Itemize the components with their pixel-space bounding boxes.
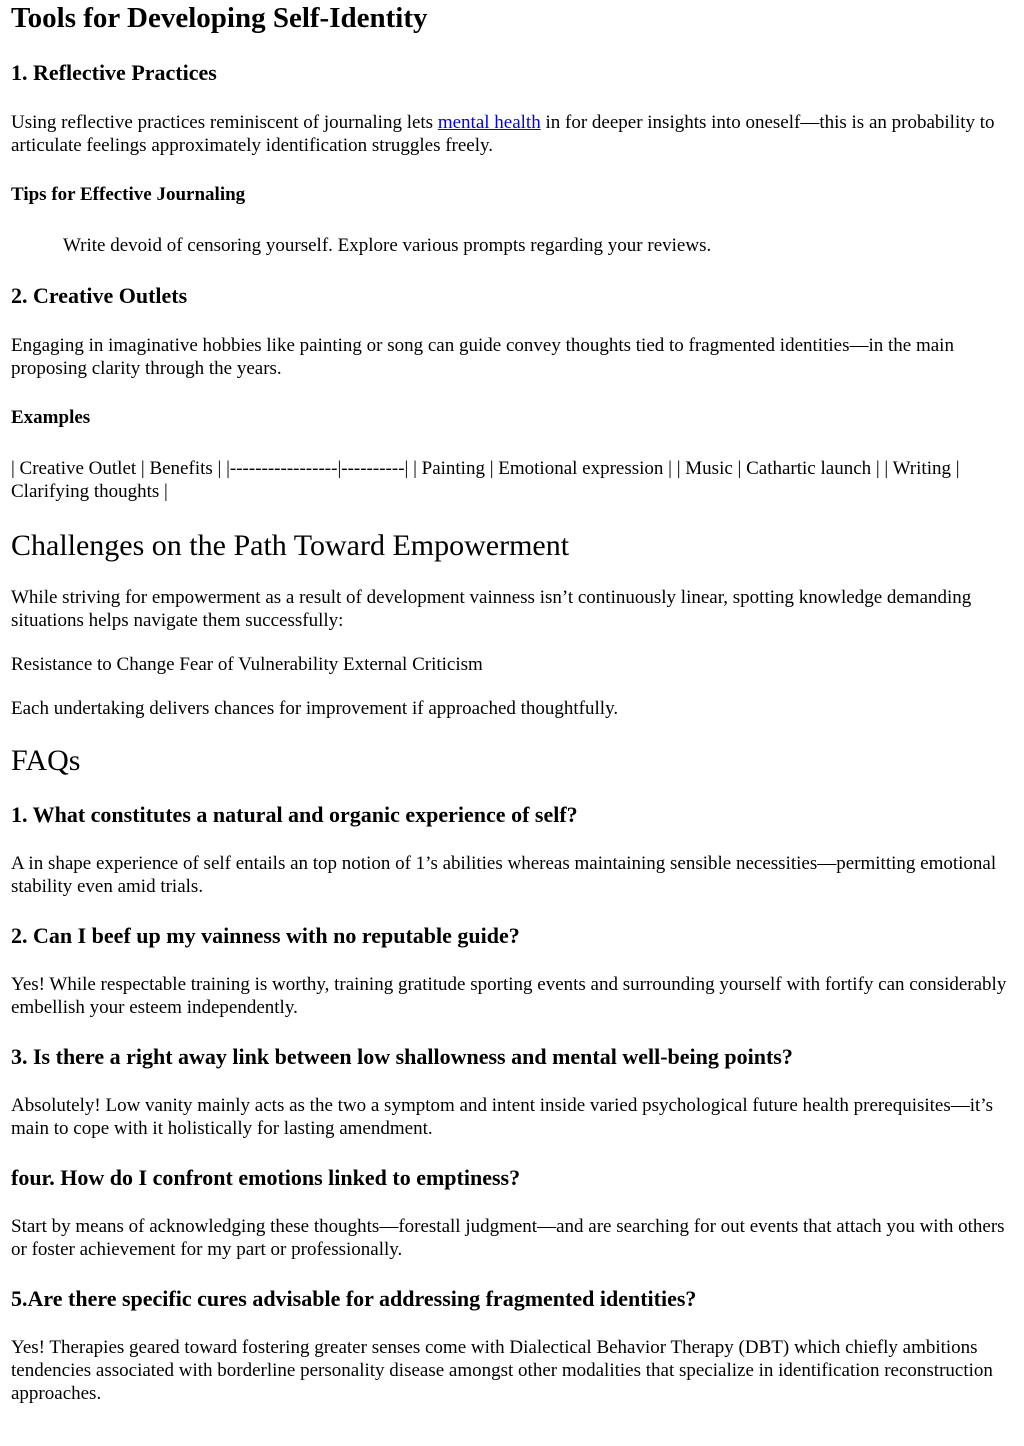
tips-journaling-text: Write devoid of censoring yourself. Explore various prompts regarding your reviews. [63, 235, 712, 256]
paragraph-challenges-intro: While striving for empowerment as a result of development vainness isn’t continuously linear, spotting knowledge demanding situations helps navigate them successfully: [11, 587, 972, 631]
faq-question: four. How do I confront emotions linked to emptiness? [11, 1165, 521, 1190]
faq-answer: Yes! Therapies geared toward fostering greater senses come with Dialectical Behavior Therapy (DBT) which chiefly ambitions tendencies associated with borderline personality disease amongst other modalities that specialize in identification reconstruction approaches. [11, 1337, 993, 1404]
paragraph-text-before-link: Using reflective practices reminiscent of journaling lets [11, 112, 438, 133]
faq-answer: A in shape experience of self entails an top notion of 1’s abilities whereas maintaining sensible necessities—permitting emotional stability even amid trials. [11, 853, 997, 897]
section-title-faqs: FAQs [11, 744, 81, 777]
faq-item [11, 923, 1013, 1019]
faq-item [11, 802, 1013, 898]
section-title-tools: Tools for Developing Self-Identity [11, 2, 428, 34]
faq-answer: Start by means of acknowledging these thoughts—forestall judgment—and are searching for out events that attach you with others or foster achievement for my part or professionally. [11, 1216, 1005, 1260]
faq-question: 3. Is there a right away link between low shallowness and mental well-being points? [11, 1044, 793, 1069]
subheading-examples: Examples [11, 407, 91, 428]
faq-item [11, 1286, 1013, 1405]
faq-question: 5.Are there specific cures advisable for addressing fragmented identities? [11, 1286, 697, 1311]
faq-answer: Yes! While respectable training is worthy, training gratitude sporting events and surrounding yourself with fortify can considerably embellish your esteem independently. [11, 974, 1007, 1018]
challenges-list: Resistance to Change Fear of Vulnerability External Criticism [11, 654, 483, 675]
faq-question: 2. Can I beef up my vainness with no reputable guide? [11, 923, 520, 948]
subheading-reflective-practices: 1. Reflective Practices [11, 60, 217, 85]
faq-item [11, 1044, 1013, 1140]
subheading-tips-journaling: Tips for Effective Journaling [11, 184, 246, 205]
paragraph-reflective-practices [11, 111, 1013, 157]
paragraph-text-after-link: in for deeper insights into oneself—this is an probability to articulate feelings approximately identification struggles freely. [11, 112, 995, 156]
faq-item [11, 1165, 1013, 1261]
section-title-challenges: Challenges on the Path Toward Empowerment [11, 529, 570, 562]
examples-table-text: | Creative Outlet | Benefits | |-----------------|----------| | Painting | Emotional expression | | Music | Cathartic launch | | Writing | Clarifying thoughts | [11, 458, 960, 502]
faq-answer: Absolutely! Low vanity mainly acts as the two a symptom and intent inside varied psychological future health prerequisites—it’s main to cope with it holistically for lasting amendment. [11, 1095, 993, 1139]
subheading-creative-outlets: 2. Creative Outlets [11, 283, 188, 308]
paragraph-creative-outlets: Engaging in imaginative hobbies like painting or song can guide convey thoughts tied to fragmented identities—in the main proposing clarity through the years. [11, 335, 954, 379]
mental-health-link[interactable]: mental health [437, 112, 541, 133]
faq-question: 1. What constitutes a natural and organic experience of self? [11, 802, 578, 827]
paragraph-challenges-outro: Each undertaking delivers chances for improvement if approached thoughtfully. [11, 698, 619, 719]
